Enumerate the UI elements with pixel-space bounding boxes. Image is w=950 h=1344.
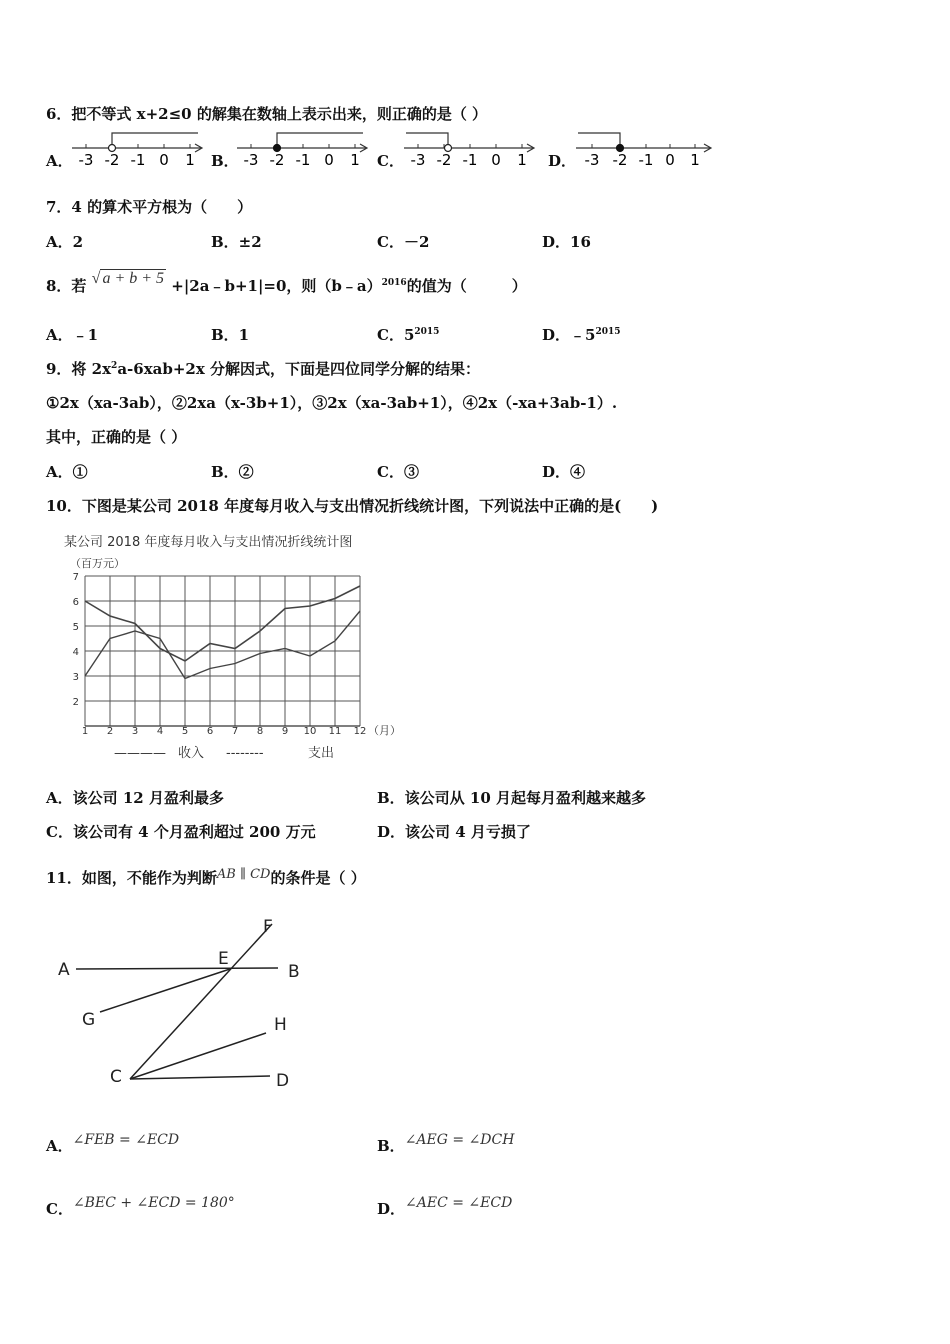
chart-y-axis-label: （百万元） bbox=[70, 557, 125, 570]
q11-option-a-label: A． bbox=[46, 1137, 73, 1155]
q8-option-a bbox=[46, 324, 98, 345]
point-label-e: E bbox=[218, 949, 229, 969]
y-tick-label: 7 bbox=[72, 572, 79, 583]
q11-option-b-label: B． bbox=[377, 1137, 405, 1155]
legend-income-line: ———— bbox=[114, 746, 166, 761]
tick-label: -1 bbox=[462, 151, 478, 169]
y-tick-label: 6 bbox=[72, 597, 79, 608]
q9-stem-pre: 9．将 2x bbox=[46, 360, 112, 378]
chart-x-ticks bbox=[82, 726, 367, 737]
point-label-a: A bbox=[58, 960, 70, 980]
tick-label: -2 bbox=[269, 151, 285, 169]
q8-option-d-text: D．﹣5 bbox=[542, 326, 596, 344]
q11-option-c bbox=[46, 1195, 235, 1219]
q11-option-d-label: D． bbox=[377, 1200, 406, 1218]
q6-number-line-a bbox=[66, 128, 211, 172]
chart-x-axis-label: （月） bbox=[368, 724, 401, 737]
q10-option-b: B．该公司从 10 月起每月盈利越来越多 bbox=[377, 789, 646, 807]
q10-option-d: D．该公司 4 月亏损了 bbox=[377, 823, 531, 841]
tick-label: -2 bbox=[612, 151, 628, 169]
tick-label: -1 bbox=[638, 151, 654, 169]
line-cd bbox=[130, 1076, 270, 1079]
tick-label: -2 bbox=[104, 151, 120, 169]
q6-option-d-label: D． bbox=[548, 152, 577, 170]
q11-option-c-math: ∠BEC + ∠ECD = 180° bbox=[72, 1195, 235, 1211]
x-tick-label: 2 bbox=[106, 726, 114, 737]
x-tick-label: 6 bbox=[206, 726, 214, 737]
x-tick-label: 4 bbox=[156, 726, 164, 737]
q6-number-line-d bbox=[570, 128, 720, 172]
income-expense-line-chart bbox=[56, 530, 416, 768]
q9-prompt: 其中，正确的是（ ） bbox=[46, 428, 187, 446]
q9-option-a: A．① bbox=[46, 463, 88, 481]
tick-label: -3 bbox=[78, 151, 94, 169]
q8-exponent: 2016 bbox=[381, 278, 407, 288]
q11-option-c-label: C． bbox=[46, 1200, 73, 1218]
tick-label: 0 bbox=[665, 151, 675, 169]
x-tick-label: 11 bbox=[328, 726, 342, 737]
x-tick-label: 8 bbox=[256, 726, 264, 737]
q8-radicand: a + b + 5 bbox=[102, 270, 165, 287]
q9-answers: ①2x（xa-3ab），②2xa（x-3b+1），③2x（xa-3ab+1），④2x（-xa+3ab-1）. bbox=[46, 394, 618, 412]
q7-option-b: B．±2 bbox=[211, 233, 262, 251]
y-tick-label: 2 bbox=[72, 697, 79, 708]
q11-stem-math: AB ∥ CD bbox=[216, 867, 271, 882]
point-label-d: D bbox=[276, 1071, 290, 1091]
q6-number-line-c bbox=[398, 128, 543, 172]
point-label-g: G bbox=[82, 1010, 96, 1030]
q10-option-a: A．该公司 12 月盈利最多 bbox=[46, 789, 224, 807]
tick-label: 1 bbox=[185, 151, 195, 169]
chart-title: 某公司 2018 年度每月收入与支出情况折线统计图 bbox=[64, 535, 353, 550]
legend-expense-label: 支出 bbox=[308, 746, 335, 761]
point-label-c: C bbox=[110, 1067, 122, 1087]
q8-option-b-text: B．1 bbox=[211, 326, 250, 344]
q9-stem-post: a-6xab+2x 分解因式，下面是四位同学分解的结果： bbox=[117, 360, 481, 378]
x-tick-label: 10 bbox=[303, 726, 317, 737]
x-tick-label: 1 bbox=[81, 726, 89, 737]
tick-label: -3 bbox=[584, 151, 600, 169]
q8-option-c-exp: 2015 bbox=[414, 327, 440, 337]
y-tick-label: 4 bbox=[72, 647, 79, 658]
x-tick-label: 9 bbox=[281, 726, 289, 737]
x-tick-label: 12 bbox=[353, 726, 367, 737]
tick-label: 0 bbox=[491, 151, 501, 169]
q8-option-c bbox=[377, 324, 439, 345]
q8-stem bbox=[46, 270, 527, 296]
point-label-h: H bbox=[274, 1015, 287, 1035]
q11-option-a bbox=[46, 1132, 179, 1156]
q8-option-c-text: C．5 bbox=[377, 326, 415, 344]
q6-number-line-b bbox=[231, 128, 376, 172]
q9-option-c: C．③ bbox=[377, 463, 419, 481]
q9-stem-exp: 2 bbox=[111, 361, 118, 371]
q11-stem-pre: 11．如图，不能作为判断 bbox=[46, 869, 217, 887]
line-ab bbox=[76, 968, 278, 969]
q9-stem bbox=[46, 358, 480, 379]
tick-label: -3 bbox=[410, 151, 426, 169]
tick-label: -1 bbox=[295, 151, 311, 169]
tick-label: -1 bbox=[130, 151, 146, 169]
tick-label: 0 bbox=[324, 151, 334, 169]
point-label-b: B bbox=[288, 962, 300, 982]
tick-label: 1 bbox=[690, 151, 700, 169]
q8-option-a-text: A．﹣1 bbox=[46, 326, 99, 344]
tick-label: 1 bbox=[350, 151, 360, 169]
q6-stem: 6．把不等式 x+2≤0 的解集在数轴上表示出来，则正确的是（ ） bbox=[46, 105, 488, 123]
q7-option-c: C．－2 bbox=[377, 233, 430, 251]
q6-option-b-label: B． bbox=[211, 152, 239, 170]
legend-income-label: 收入 bbox=[178, 746, 205, 761]
legend-expense-line: -------- bbox=[226, 746, 264, 761]
q11-stem-post: 的条件是（ ） bbox=[270, 869, 366, 887]
q6-option-c-label: C． bbox=[377, 152, 404, 170]
q7-option-d: D．16 bbox=[542, 233, 591, 251]
tick-label: -3 bbox=[243, 151, 259, 169]
q9-option-b: B．② bbox=[211, 463, 254, 481]
q8-option-d bbox=[542, 324, 621, 345]
x-tick-label: 7 bbox=[231, 726, 239, 737]
y-tick-label: 5 bbox=[72, 622, 79, 633]
q8-option-d-exp: 2015 bbox=[595, 327, 621, 337]
q11-option-b bbox=[377, 1132, 514, 1156]
q8-option-b bbox=[211, 324, 249, 345]
q7-option-a: A．2 bbox=[46, 233, 84, 251]
q8-middle: +|2a﹣b+1|=0，则（b﹣a） bbox=[171, 277, 382, 295]
chart-y-ticks bbox=[73, 572, 79, 708]
q8-suffix: 的值为（ ） bbox=[406, 277, 527, 295]
tick-label: 1 bbox=[517, 151, 527, 169]
q11-stem bbox=[46, 867, 366, 888]
point-label-f: F bbox=[263, 917, 273, 937]
q9-option-d: D．④ bbox=[542, 463, 586, 481]
q8-prefix: 8．若 bbox=[46, 277, 87, 295]
q11-option-d bbox=[377, 1195, 512, 1219]
series-line-income bbox=[85, 586, 360, 661]
tick-label: 0 bbox=[159, 151, 169, 169]
q6-option-a-label: A． bbox=[46, 152, 73, 170]
q11-option-b-math: ∠AEG = ∠DCH bbox=[404, 1132, 515, 1148]
q10-option-c: C．该公司有 4 个月盈利超过 200 万元 bbox=[46, 823, 316, 841]
tick-label: -2 bbox=[436, 151, 452, 169]
x-tick-label: 5 bbox=[181, 726, 189, 737]
q11-option-d-math: ∠AEC = ∠ECD bbox=[405, 1195, 513, 1211]
q8-radical: √ a + b + 5 bbox=[91, 270, 165, 287]
q10-stem: 10．下图是某公司 2018 年度每月收入与支出情况折线统计图，下列说法中正确的是( ) bbox=[46, 497, 659, 515]
q11-option-a-math: ∠FEB = ∠ECD bbox=[72, 1132, 180, 1148]
q7-stem: 7．4 的算术平方根为（ ） bbox=[46, 198, 253, 216]
x-tick-label: 3 bbox=[131, 726, 139, 737]
y-tick-label: 3 bbox=[72, 672, 79, 683]
q11-geometry-figure bbox=[50, 908, 320, 1098]
